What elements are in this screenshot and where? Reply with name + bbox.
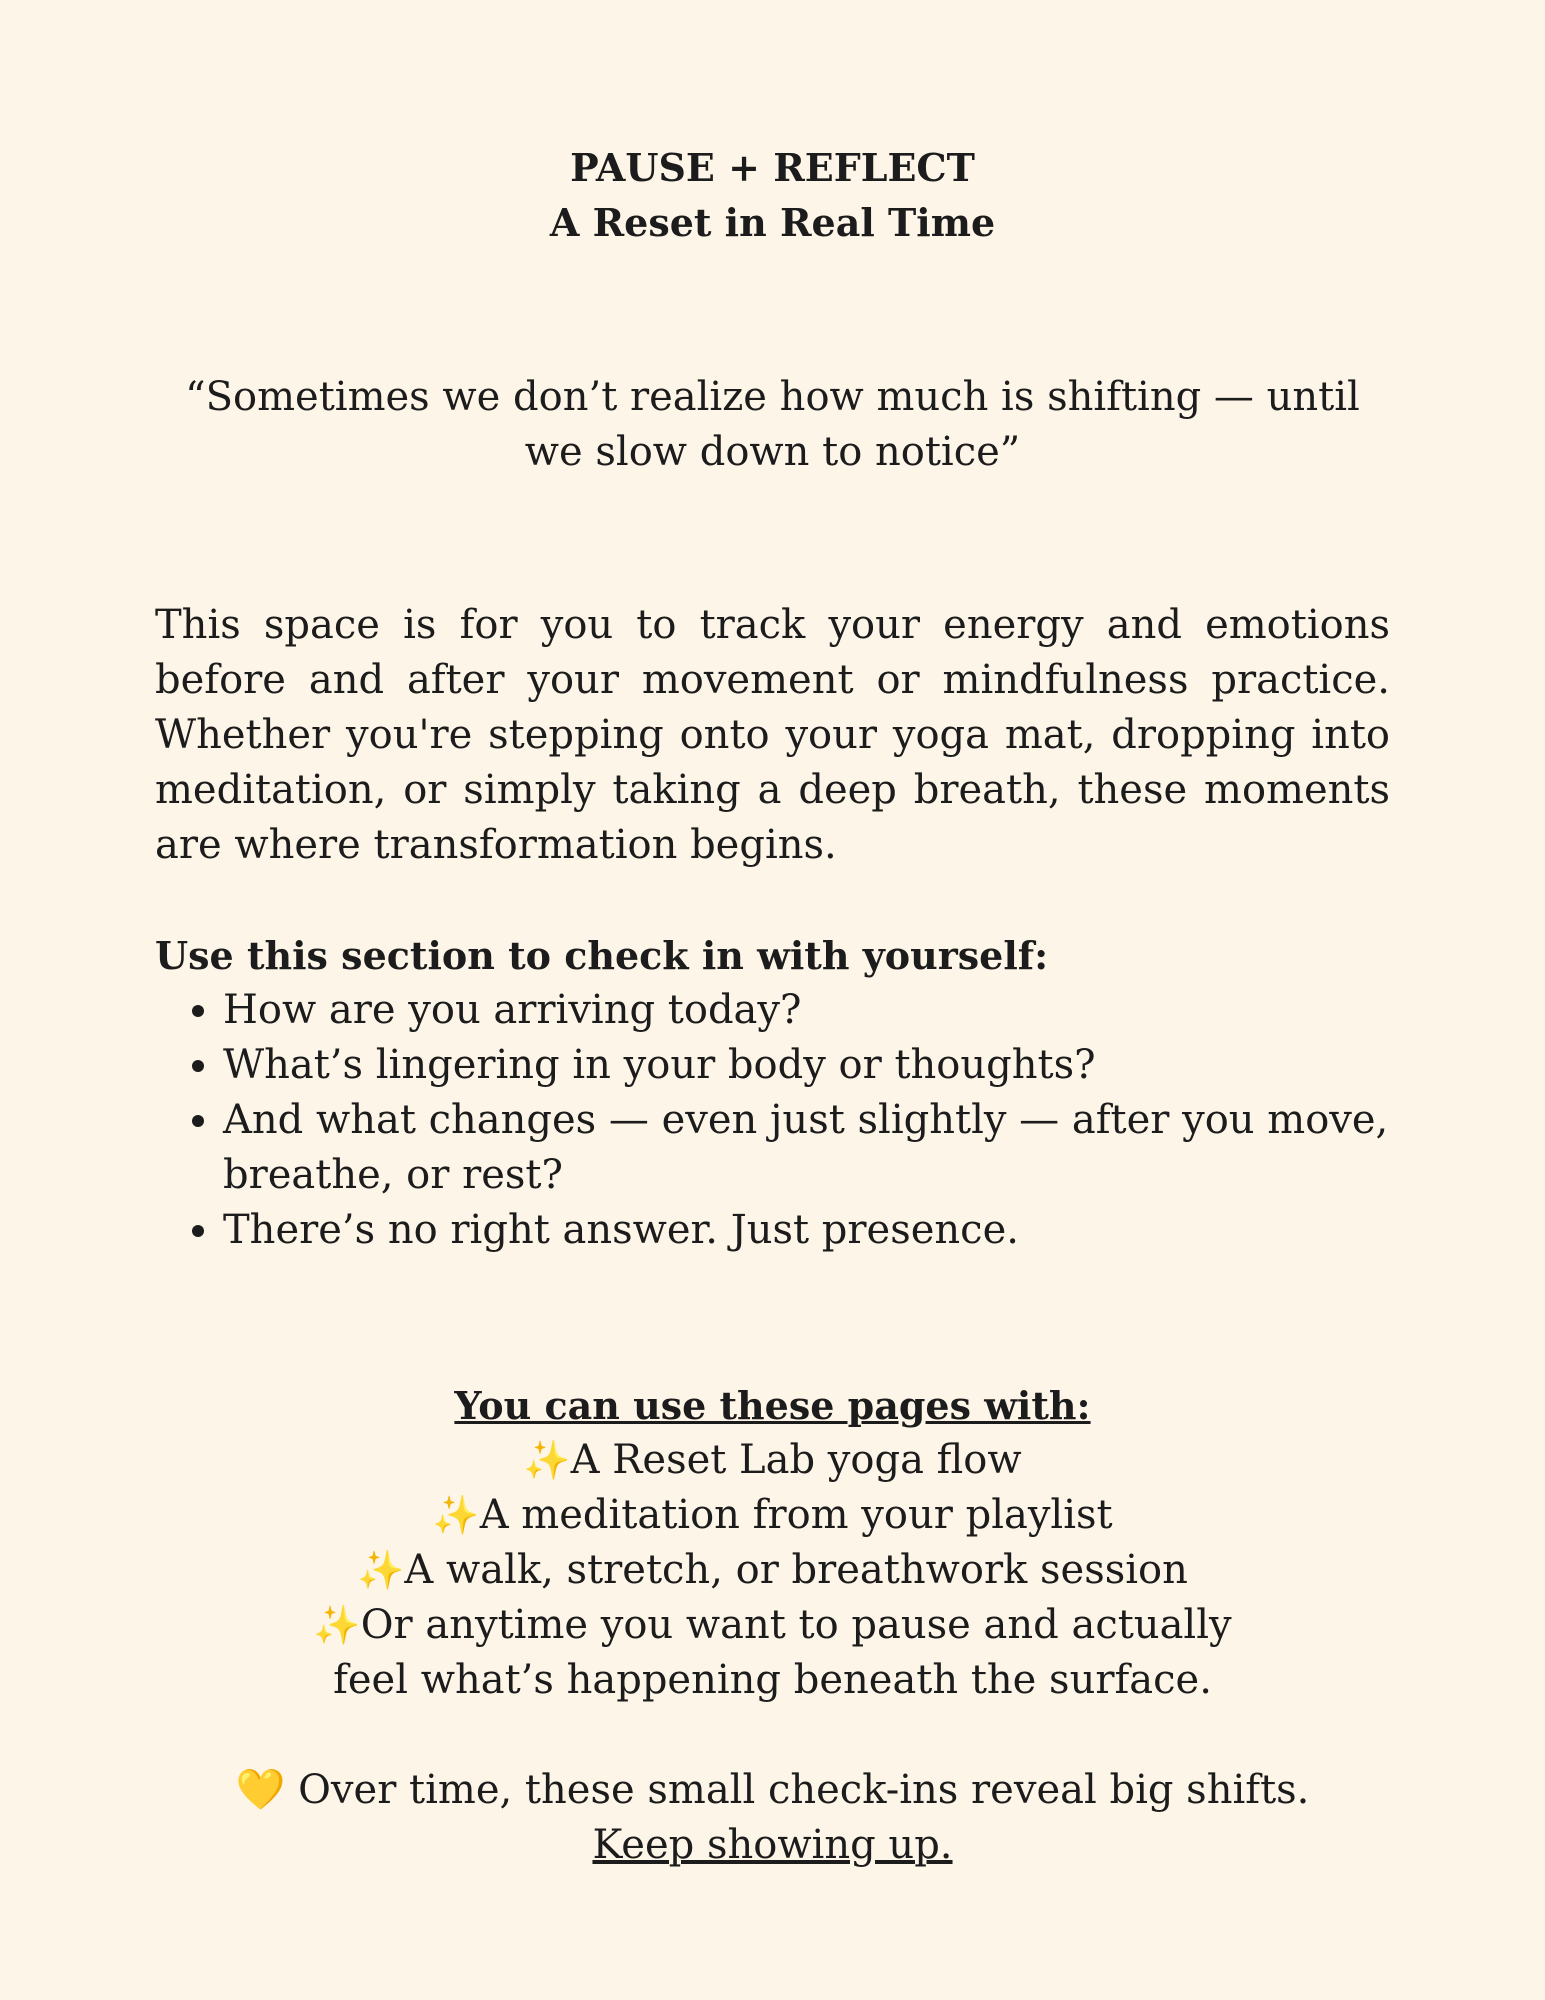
list-item: [155, 1488, 1390, 1543]
sparkles-icon: ✨: [523, 1438, 571, 1482]
uses-item-label: A meditation from your playlist: [479, 1492, 1113, 1538]
list-item: • And what changes — even just slightly — after you move, breathe, or rest?: [223, 1093, 1390, 1203]
list-item: • How are you arriving today?: [223, 983, 1390, 1038]
list-item: [155, 1433, 1390, 1488]
uses-heading: You can use these pages with:: [454, 1383, 1091, 1428]
intro-paragraph: This space is for you to track your energy and emotions before and after your movement or mindfulness practice. Whether you're stepping onto your yoga mat, dropping into meditation, or simply taking a deep breath, these moments are where transformation begins.: [155, 602, 1390, 868]
pull-quote: “Sometimes we don’t realize how much is shifting — until we slow down to notice”: [185, 374, 1360, 475]
list-item: • What’s lingering in your body or thoughts?: [223, 1038, 1390, 1093]
checkin-heading: Use this section to check in with yourself:: [155, 933, 1049, 978]
list-item: • There’s no right answer. Just presence.: [223, 1203, 1390, 1258]
list-item: [155, 1598, 1390, 1708]
closing-text: Over time, these small check-ins reveal big shifts.: [285, 1767, 1310, 1813]
closing-line: [155, 1763, 1390, 1873]
list-item: [155, 1543, 1390, 1598]
uses-item-label: A walk, stretch, or breathwork session: [404, 1547, 1188, 1593]
sparkles-icon: ✨: [432, 1493, 480, 1537]
page-title: PAUSE + REFLECT: [570, 145, 975, 190]
uses-item-label: A Reset Lab yoga flow: [570, 1437, 1022, 1483]
document-page: [155, 140, 1390, 1873]
title-block: [155, 140, 1390, 250]
uses-section: [155, 1378, 1390, 1708]
uses-item-label: Or anytime you want to pause and actually feel what’s happening beneath the surface.: [333, 1602, 1232, 1703]
sparkles-icon: ✨: [313, 1603, 361, 1647]
yellow-heart-icon: 💛: [235, 1767, 286, 1813]
sparkles-icon: ✨: [357, 1548, 405, 1592]
keep-showing-up-link[interactable]: Keep showing up.: [592, 1822, 953, 1868]
page-subtitle: A Reset in Real Time: [549, 200, 996, 245]
checkin-list: [155, 983, 1390, 1258]
